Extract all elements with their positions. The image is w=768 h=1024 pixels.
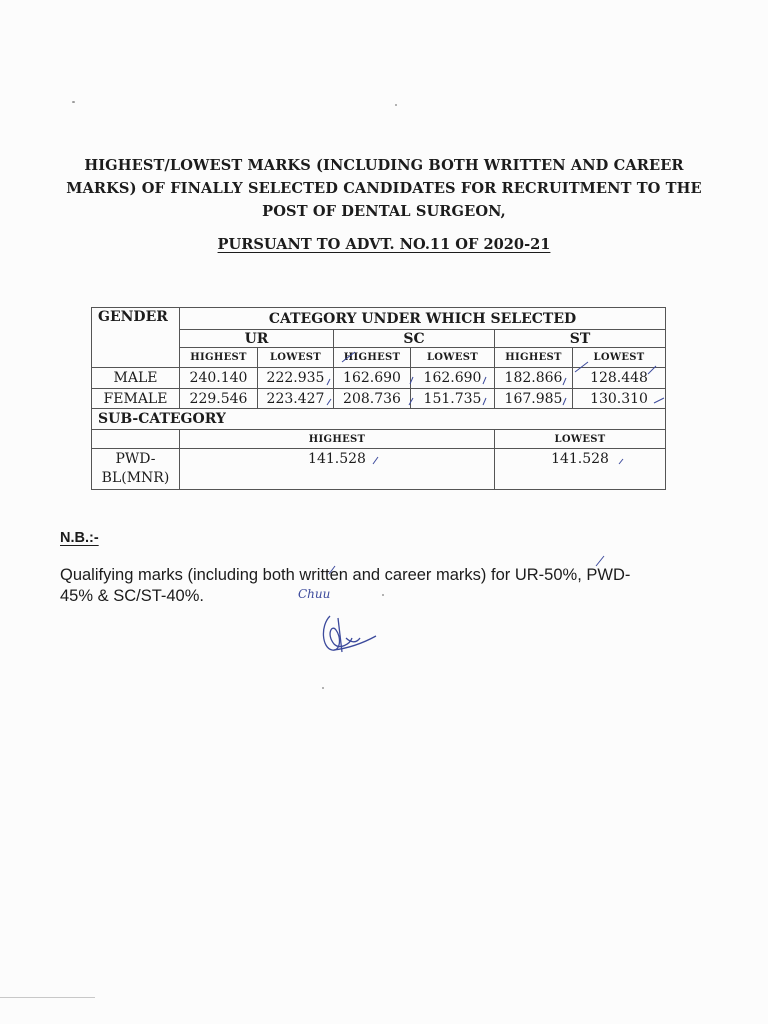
scan-speck: [395, 104, 397, 106]
female-ur-lowest: 223.427: [258, 389, 334, 409]
note-title: N.B.:-: [60, 530, 99, 546]
sc-highest-label: HIGHEST: [334, 348, 411, 368]
table-header-row: [92, 308, 666, 330]
marks-table: [91, 307, 666, 490]
pwd-label-line-2: BL(MNR): [101, 470, 170, 486]
table-row: [92, 389, 666, 409]
male-st-lowest: 128.448: [573, 368, 666, 389]
female-sc-highest: 208.736: [334, 389, 411, 409]
gender-male: MALE: [92, 368, 180, 389]
signature-strokes: [323, 616, 376, 652]
table-row: [92, 449, 666, 490]
heading-line-3: POST OF DENTAL SURGEON,: [262, 203, 506, 220]
table-row: [92, 368, 666, 389]
female-sc-lowest: 151.735: [411, 389, 495, 409]
st-lowest-label: LOWEST: [573, 348, 666, 368]
category-ur: UR: [180, 330, 334, 348]
male-sc-lowest: 162.690: [411, 368, 495, 389]
document-heading: [60, 154, 708, 223]
scan-edge-line: [0, 997, 95, 998]
gender-female: FEMALE: [92, 389, 180, 409]
subcategory-empty-cell: [92, 430, 180, 449]
sub-highest-label: HIGHEST: [180, 430, 495, 449]
pwd-highest: 141.528: [180, 449, 495, 490]
scan-speck: [322, 687, 324, 689]
sub-lowest-label: LOWEST: [495, 430, 666, 449]
subcategory-header-row: [92, 409, 666, 430]
female-st-highest: 167.985: [495, 389, 573, 409]
female-st-lowest: 130.310: [573, 389, 666, 409]
male-st-highest: 182.866: [495, 368, 573, 389]
handwritten-signature: [290, 578, 400, 672]
pwd-label: [92, 449, 180, 490]
st-highest-label: HIGHEST: [495, 348, 573, 368]
heading-line-1: HIGHEST/LOWEST MARKS (INCLUDING BOTH WRITTEN AND CAREER: [84, 157, 684, 174]
scan-speck: [72, 101, 75, 103]
signature-drawing: [290, 578, 400, 668]
category-header: CATEGORY UNDER WHICH SELECTED: [180, 308, 666, 330]
ur-lowest-label: LOWEST: [258, 348, 334, 368]
male-sc-highest: 162.690: [334, 368, 411, 389]
category-sc: SC: [334, 330, 495, 348]
note-line-2: 45% & SC/ST-40%.: [60, 587, 204, 605]
note-line-1: Qualifying marks (including both written and career marks) for UR-50%, PWD-: [60, 566, 631, 584]
ur-highest-label: HIGHEST: [180, 348, 258, 368]
male-ur-lowest: 222.935: [258, 368, 334, 389]
scan-speck: [382, 594, 384, 596]
category-st: ST: [495, 330, 666, 348]
handwritten-initial: Chuu: [298, 587, 331, 601]
pwd-lowest: 141.528: [495, 449, 666, 490]
sc-lowest-label: LOWEST: [411, 348, 495, 368]
heading-line-2: MARKS) OF FINALLY SELECTED CANDIDATES FOR RECRUITMENT TO THE: [66, 180, 702, 197]
subcategory-label-row: [92, 430, 666, 449]
advertisement-reference: PURSUANT TO ADVT. NO.11 OF 2020-21: [217, 236, 551, 253]
female-ur-highest: 229.546: [180, 389, 258, 409]
male-ur-highest: 240.140: [180, 368, 258, 389]
subcategory-header: SUB-CATEGORY: [92, 409, 666, 430]
gender-header: GENDER: [92, 308, 180, 368]
pwd-label-line-1: PWD-: [115, 451, 156, 467]
